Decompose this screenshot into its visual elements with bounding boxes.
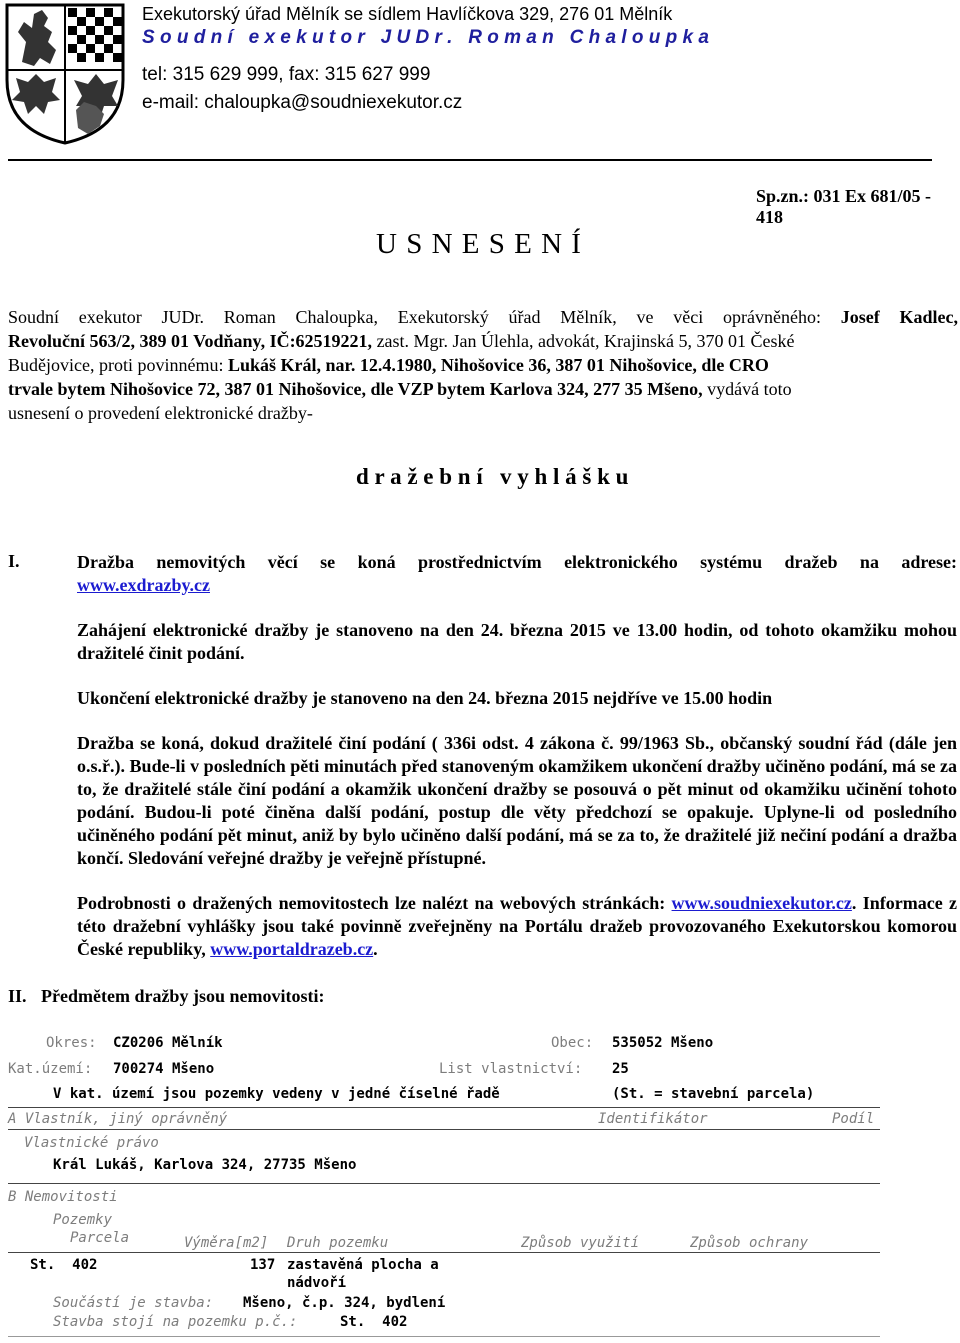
katuzemi-label: Kat.území: [8,1061,93,1077]
column-usage: Způsob využití [521,1235,640,1251]
parcel-land-type-2: nádvoří [287,1275,347,1291]
parcel-land-type: zastavěná plocha a [287,1257,439,1273]
pozemky-label: Pozemky [53,1212,113,1228]
intro-line-1 [8,307,958,328]
email: e-mail: chaloupka@soudniexekutor.cz [142,92,463,113]
executor-name: S o u d n í e x e k u t o r J U D r . R o m a n C h a l o u p k a [142,27,709,48]
obec-value: 535052 Mšeno [612,1035,714,1051]
header-divider [8,159,932,161]
column-area: Výměra[m2] [184,1235,269,1251]
cadastre-note-2: (St. = stavební parcela) [612,1086,815,1102]
intro-text: Soudní exekutor JUDr. Roman Chaloupka, Exekutorský úřad Mělník, ve věci oprávněného: [8,307,821,327]
debtor-intro: Budějovice, proti povinnému: [8,355,224,375]
soudniexekutor-link[interactable]: www.soudniexekutor.cz [671,893,852,913]
auction-details [77,892,957,961]
auction-start: Zahájení elektronické dražby je stanoveno na den 24. března 2015 ve 13.00 hodin, od tohoto okamžiku mohou dražitelé činit podání. [77,620,957,663]
section-1-number: I. [8,551,20,571]
section-b-label: B Nemovitosti [8,1189,118,1205]
auction-system-line: Dražba nemovitých věcí se koná prostřednictvím elektronického systému dražeb na adrese: [77,552,957,572]
okres-label: Okres: [46,1035,97,1051]
share-header: Podíl [832,1111,875,1127]
auction-rules: Dražba se koná, dokud dražitelé činí podání ( 336i odst. 4 zákona č. 99/1963 Sb., občanský soudní řád (dále jen o.s.ř.). Bude-li v posledních pěti minutách před stanoveným okamžikem ukončení dražby učiněno podání, má se za to, že dražitelé stále činí podání a okamžik ukončení dražby se posouvá o pět minut od okamžiku učinění tohoto podání. Budou-li poté činěna další podání, postup dle věty předchozí se opakuje. Uplyne-li od posledního učiněného podání pět minut, aniž by bylo učiněno další podání, má se za to, že dražitelé již nečiní podání a dražba končí. Sledování veřejné dražby je veřejně přístupné. [77,733,957,868]
identifier-header: Identifikátor [598,1111,708,1127]
table-divider-a-top [8,1107,880,1108]
table-divider-b-top [8,1183,880,1184]
details-end: . [373,939,378,959]
portaldrazeb-link[interactable]: www.portaldrazeb.cz [210,939,374,959]
debtor-address: trvale bytem Nihošovice 72, 387 01 Nihošovice, dle VZP bytem Karlova 324, 277 35 Mšeno, [8,379,703,399]
column-protection: Způsob ochrany [690,1235,809,1251]
creditor-name: Josef Kadlec, [840,307,958,327]
lv-label: List vlastnictví: [439,1061,583,1077]
parcela-label: Parcela [70,1230,130,1246]
details-intro: Podrobnosti o dražených nemovitostech lze nalézt na webových stránkách: [77,893,666,913]
intro-line-5: usnesení o provedení elektronické dražby- [8,403,313,423]
section-2-number: II. [8,986,27,1006]
auction-end: Ukončení elektronické dražby je stanoveno na den 24. března 2015 nejdříve ve 15.00 hodin [77,688,773,708]
building-part-value: Mšeno, č.p. 324, bydlení [243,1295,446,1311]
section-a-label: A Vlastník, jiný oprávněný [8,1111,228,1127]
section-2-title: Předmětem dražby jsou nemovitosti: [41,986,325,1006]
table-divider-b-header [8,1252,880,1253]
owner-value: Král Lukáš, Karlova 324, 27735 Mšeno [53,1157,357,1173]
intro-line-2 [8,331,794,352]
table-divider-bottom [8,1336,880,1337]
parcel-area: 137 [250,1257,276,1273]
coat-of-arms-logo [4,2,126,146]
exdrazby-link[interactable]: www.exdrazby.cz [77,575,210,595]
debtor-name: Lukáš Král, nar. 12.4.1980, Nihošovice 36, 387 01 Nihošovice, dle CRO [227,355,769,375]
table-divider-a-bottom [8,1129,880,1130]
reference-number: Sp.zn.: 031 Ex 681/05 - 418 [756,186,932,227]
building-part-label: Součástí je stavba: [53,1295,214,1311]
katuzemi-value: 700274 Mšeno [113,1061,215,1077]
building-stands-value: St. 402 [340,1314,408,1330]
ownership-right-label: Vlastnické právo [24,1135,159,1151]
building-stands-label: Stavba stojí na pozemku p.č.: [53,1314,298,1330]
lv-value: 25 [612,1061,629,1077]
obec-label: Obec: [551,1035,594,1051]
section-1-body [77,551,957,961]
parcel-number: St. 402 [30,1257,98,1273]
phone-fax: tel: 315 629 999, fax: 315 627 999 [142,64,431,85]
intro-issue: vydává toto [707,379,792,399]
column-land-type: Druh pozemku [287,1235,389,1251]
document-subtitle: d r a ž e b n í v y h l á š k u [356,464,629,489]
details-info: . Informace z této dražební vyhlášky jsou také povinně zveřejněny na Portálu dražeb provozovaného Exekutorskou komorou České republiky, [77,893,958,959]
okres-value: CZ0206 Mělník [113,1035,223,1051]
intro-line-4 [8,379,792,400]
document-title: U S N E S E N Í [376,228,582,260]
intro-line-3 [8,355,769,376]
office-line: Exekutorský úřad Mělník se sídlem Havlíčkova 329, 276 01 Mělník [142,4,673,24]
creditor-address: Revoluční 563/2, 389 01 Vodňany, IČ:62519221, [8,331,373,351]
creditor-representative: zast. Mgr. Jan Úlehla, advokát, Krajinská 5, 370 01 České [376,331,795,351]
cadastre-note: V kat. území jsou pozemky vedeny v jedné číselné řadě [53,1086,500,1102]
